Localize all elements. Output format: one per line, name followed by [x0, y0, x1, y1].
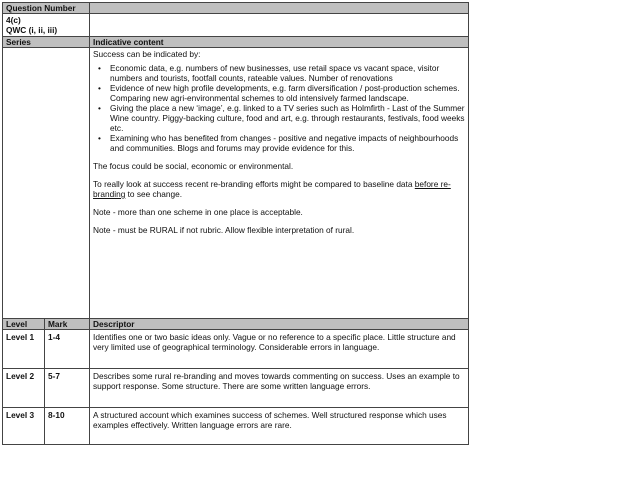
bullet-icon: •: [98, 133, 101, 143]
indicative-content-label: Indicative content: [90, 37, 469, 48]
series-header-row: [3, 37, 469, 48]
table-row: [3, 408, 469, 445]
bullet-icon: •: [98, 83, 101, 93]
level-cell: Level 3: [3, 408, 45, 445]
list-item: [98, 133, 465, 153]
list-item: [98, 63, 465, 83]
list-item: [98, 103, 465, 133]
qwc-label: QWC (i, ii, iii): [6, 25, 58, 35]
question-number-header-blank: [90, 3, 469, 14]
question-number-row: [3, 14, 469, 37]
comparison-underlined: before re-branding: [93, 179, 451, 199]
indicator-text: Evidence of new high profile developments, e.g. farm diversification / post-production schemes. Comparing new agri-environmental schemes to old intensively farmed landscape.: [110, 83, 460, 103]
question-number-blank: [90, 14, 469, 37]
series-label: Series: [3, 37, 90, 48]
question-number-cell: [3, 14, 90, 37]
indicator-text: Giving the place a new ‘image’, e.g. linked to a TV series such as Holmfirth - Last of the Summer Wine country. Piggy-backing culture, food and art, e.g. through restaurants, festivals, food weeks etc.: [110, 103, 465, 133]
content-intro: Success can be indicated by:: [93, 49, 201, 59]
mark-header: Mark: [45, 319, 90, 330]
descriptor-header: Descriptor: [90, 319, 469, 330]
note-two: Note - must be RURAL if not rubric. Allow flexible interpretation of rural.: [93, 225, 355, 235]
levels-header-row: [3, 319, 469, 330]
comparison-statement: [93, 179, 465, 199]
bullet-icon: •: [98, 103, 101, 113]
level-header: Level: [3, 319, 45, 330]
indicator-text: Economic data, e.g. numbers of new businesses, use retail space vs vacant space, visitor numbers and tourists, footfall counts, rateable values. Number of renovations: [110, 63, 440, 83]
question-number: 4(c): [6, 15, 21, 25]
level-cell: Level 2: [3, 369, 45, 408]
mark-cell: 8-10: [45, 408, 90, 445]
comparison-prefix: To really look at success recent re-branding efforts might be compared to baseline data: [93, 179, 415, 189]
list-item: [98, 83, 465, 103]
mark-scheme-page: [2, 2, 469, 471]
table-row: [3, 330, 469, 369]
descriptor-cell: Identifies one or two basic ideas only. Vague or no reference to a specific place. Little structure and very limited use of geographical terminology. Considerable errors in language.: [90, 330, 469, 369]
note-one: Note - more than one scheme in one place is acceptable.: [93, 207, 303, 217]
indicative-content-row: [3, 48, 469, 319]
question-number-label: Question Number: [3, 3, 90, 14]
mark-scheme-table: [2, 2, 469, 445]
comparison-suffix: to see change.: [125, 189, 183, 199]
question-number-header-row: [3, 3, 469, 14]
indicator-list: [93, 63, 465, 153]
level-cell: Level 1: [3, 330, 45, 369]
series-blank-cell: [3, 48, 90, 319]
mark-cell: 1-4: [45, 330, 90, 369]
indicative-content-cell: [90, 48, 469, 319]
indicator-text: Examining who has benefited from changes - positive and negative impacts of neighbourhoods and communities. Blogs and forums may provide evidence for this.: [110, 133, 459, 153]
mark-cell: 5-7: [45, 369, 90, 408]
table-row: [3, 369, 469, 408]
descriptor-cell: A structured account which examines success of schemes. Well structured response which uses examples effectively. Written language errors are rare.: [90, 408, 469, 445]
bullet-icon: •: [98, 63, 101, 73]
descriptor-cell: Describes some rural re-branding and moves towards commenting on success. Uses an example to support response. Some structure. There are some written language errors.: [90, 369, 469, 408]
focus-statement: The focus could be social, economic or environmental.: [93, 161, 294, 171]
